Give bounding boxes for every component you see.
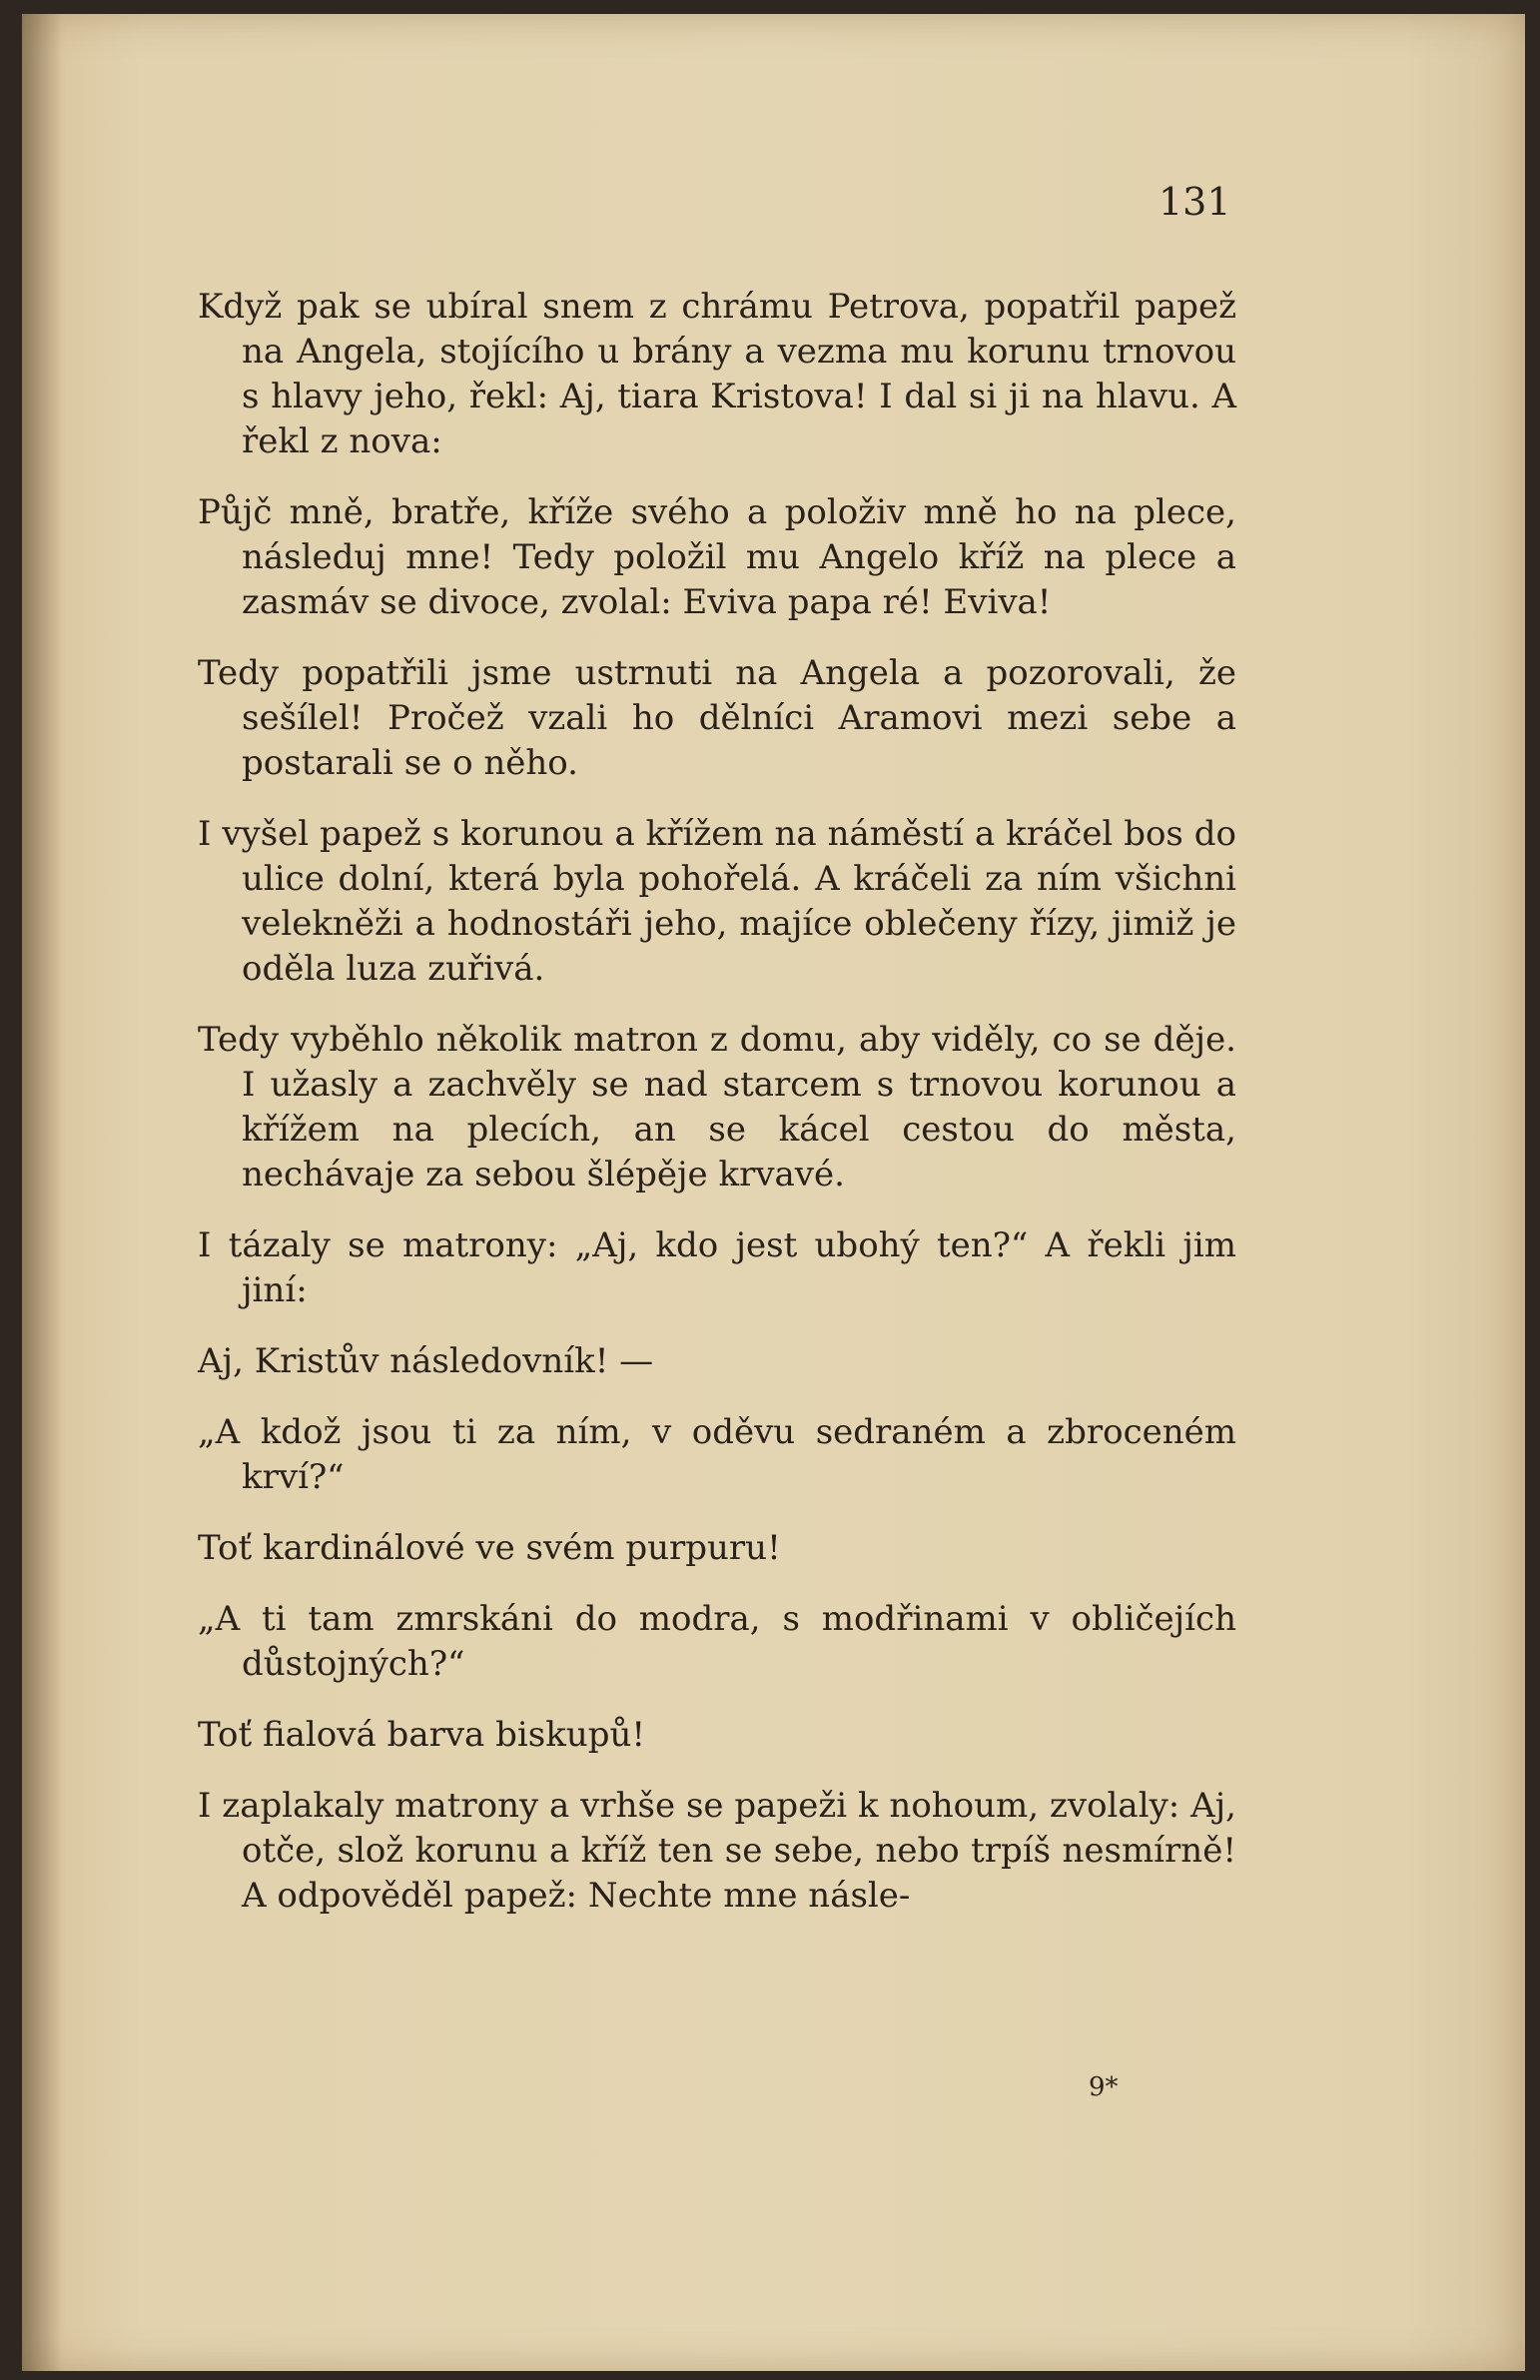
page-spine-shadow xyxy=(22,14,62,2371)
paragraph: Toť kardinálové ve svém purpuru! xyxy=(198,1528,781,1568)
paragraph: Půjč mně, bratře, kříže svého a položiv mně ho na plece, následuj mne! Tedy položil mu Angelo kříž na plece a zasmáv se divoce, zvolal: Eviva papa ré! Eviva! xyxy=(198,492,1236,622)
paragraph: Tedy vyběhlo několik matron z domu, aby viděly, co se děje. I užasly a zachvěly se nad starcem s trnovou korunou a křížem na plecích, an se kácel cestou do města, nechávaje za sebou šlépěje krvavé. xyxy=(198,1020,1236,1194)
body-text xyxy=(198,285,1236,1945)
page-number: 131 xyxy=(1158,180,1231,224)
paragraph: Když pak se ubíral snem z chrámu Petrova, popatřil papež na Angela, stojícího u brány a vezma mu korunu trnovou s hlavy jeho, řekl: Aj, tiara Kristova! I dal si ji na hlavu. A řekl z nova: xyxy=(198,287,1236,461)
paragraph: I vyšel papež s korunou a křížem na náměstí a kráčel bos do ulice dolní, která byla pohořelá. A kráčeli za ním všichni velekněži a hodnostáři jeho, majíce oblečeny řízy, jimiž je oděla luza zuřivá. xyxy=(198,814,1236,989)
paragraph: Tedy popatřili jsme ustrnuti na Angela a pozorovali, že sešílel! Pročež vzali ho dělníci Aramovi mezi sebe a postarali se o něho. xyxy=(198,653,1236,783)
paragraph: Toť fialová barva biskupů! xyxy=(198,1715,646,1755)
paragraph: „A kdož jsou ti za ním, v oděvu sedraném a zbroceném krví?“ xyxy=(198,1412,1236,1497)
paragraph: I zaplakaly matrony a vrhše se papeži k nohoum, zvolaly: Aj, otče, slož korunu a kříž ten se sebe, nebo trpíš nesmírně! A odpověděl papež: Nechte mne násle- xyxy=(198,1786,1236,1916)
paragraph: I tázaly se matrony: „Aj, kdo jest ubohý ten?“ A řekli jim jiní: xyxy=(198,1225,1236,1310)
signature-mark: 9* xyxy=(1089,2072,1119,2102)
paragraph: „A ti tam zmrskáni do modra, s modřinami v obličejích důstojných?“ xyxy=(198,1599,1236,1684)
paragraph: Aj, Kristův následovník! — xyxy=(198,1341,654,1381)
